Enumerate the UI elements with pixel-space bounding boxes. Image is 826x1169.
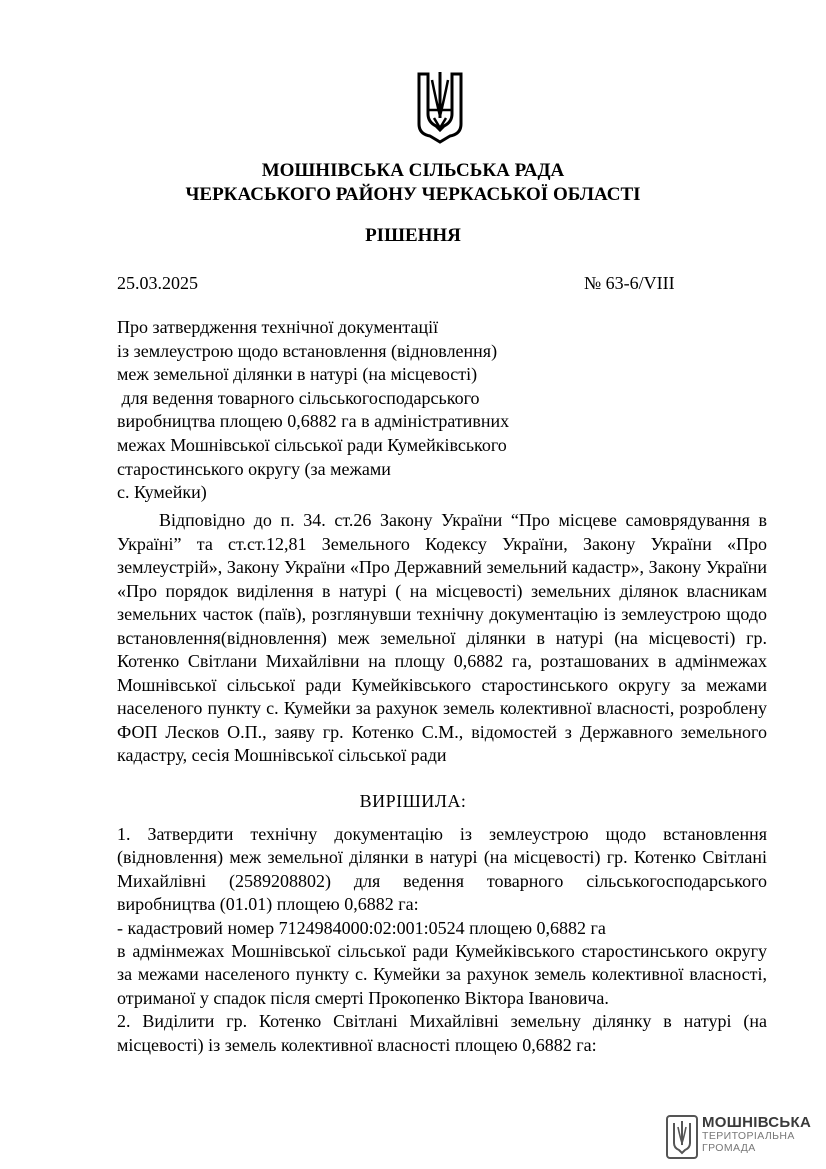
resolution-heading: ВИРІШИЛА: xyxy=(359,791,467,811)
logo-subtitle-2: ГРОМАДА xyxy=(702,1142,756,1154)
district-name: ЧЕРКАСЬКОГО РАЙОНУ ЧЕРКАСЬКОЇ ОБЛАСТІ xyxy=(185,184,641,205)
title-line: с. Кумейки) xyxy=(117,482,207,503)
title-line: виробництва площею 0,6882 га в адміністративних xyxy=(117,411,510,432)
logo-subtitle: ТЕРИТОРІАЛЬНА xyxy=(702,1130,795,1142)
title-line: для ведення товарного сільськогосподарського xyxy=(117,387,480,408)
trident-logo-icon xyxy=(666,1115,698,1159)
decision-number: № 63-6/VIII xyxy=(584,273,675,293)
title-line: старостинського округу (за межами xyxy=(117,458,391,479)
title-line: Про затвердження технічної документації xyxy=(117,317,439,337)
council-name: МОШНІВСЬКА СІЛЬСЬКА РАДА xyxy=(261,160,565,181)
title-line: меж земельної ділянки в натурі (на місцевості) xyxy=(117,364,478,385)
decision-date: 25.03.2025 xyxy=(117,273,198,293)
preamble-paragraph: Відповідно до п. 34. ст.26 Закону України “Про місцеве самоврядування в Україні” та ст.ст.12,81 Земельного Кодексу України, Закону України «Про землеустрій», Закону України «Про Державний земельний кадастр», Закону України «Про порядок виділення в натурі ( на місцевості) земельних ділянок власникам земельних часток (паїв), розглянувши технічну документацію із землеустрою щодо встановлення(відновлення) меж земельної ділянки в натурі (на місцевості) гр. Котенко Світлани Михайлівни на площу 0,6882 га, розташованих в адмінмежах Мошнівської сільської ради Кумейківського старостинського округу за межами населеного пункту с. Кумейки за рахунок земель колективної власності, розроблену ФОП Лесков О.П., заяву гр. Котенко С.М., відомостей з Державного земельного кадастру, сесія Мошнівської сільської ради xyxy=(117,510,767,765)
decision-title xyxy=(117,316,637,505)
trident-emblem-icon xyxy=(414,70,466,144)
title-line: із землеустрою щодо встановлення (відновлення) xyxy=(117,340,498,361)
cadastre-number-line: - кадастровий номер 7124984000:02:001:0524 площею 0,6882 га xyxy=(117,917,606,938)
resolution-item-1: 1. Затвердити технічну документацію із землеустрою щодо встановлення (відновлення) меж земельної ділянки в натурі (на місцевості) гр. Котенко Світлані Михайлівні (2589208802) для ведення товарного сільськогосподарського виробництва (01.01) площею 0,6882 га: xyxy=(117,824,767,915)
document-type: РІШЕННЯ xyxy=(365,225,461,246)
resolution-item-1-continuation: в адмінмежах Мошнівської сільської ради Кумейківського старостинського округу за межами населеного пункту с. Кумейки за рахунок земель колективної власності, отриманої у спадок після смерті Прокопенко Віктора Івановича. xyxy=(117,941,767,1008)
resolution-body xyxy=(117,823,767,1057)
title-line: межах Мошнівської сільської ради Кумейківського xyxy=(117,434,507,455)
logo-title: МОШНІВСЬКА xyxy=(702,1114,812,1131)
resolution-item-2: 2. Виділити гр. Котенко Світлані Михайлівні земельну ділянку в натурі (на місцевості) із земель колективної власності площею 0,6882 га: xyxy=(117,1011,767,1055)
community-logo xyxy=(666,1113,812,1161)
